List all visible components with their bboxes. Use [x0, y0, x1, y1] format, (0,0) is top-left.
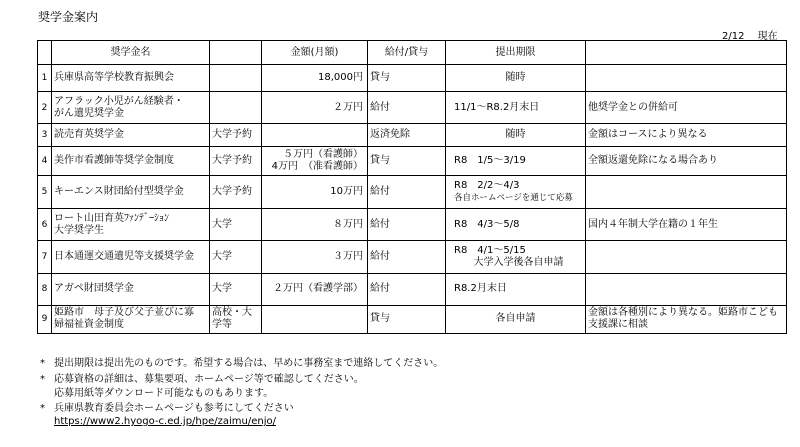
- table-row: [38, 273, 787, 305]
- table-row: [38, 209, 787, 241]
- table-row: [38, 124, 787, 147]
- row-number: 2: [38, 91, 52, 123]
- target-level: 大学: [210, 273, 262, 305]
- note-2: [40, 374, 364, 386]
- monthly-amount-line: ８万円: [333, 218, 363, 230]
- monthly-amount: [262, 175, 368, 208]
- grant-type: 給付: [368, 273, 446, 305]
- note-3: [40, 388, 273, 400]
- row-number: 8: [38, 273, 52, 305]
- target-level: 大学: [210, 241, 262, 273]
- target-level: 大学: [210, 209, 262, 241]
- deadline-line: 11/1～R8.2月末日: [454, 101, 540, 113]
- monthly-amount-line: ３万円: [333, 251, 363, 263]
- table-body: [38, 65, 787, 334]
- monthly-amount: [262, 65, 368, 92]
- deadline: [446, 124, 586, 147]
- monthly-amount-line: ２万円（看護学部）: [273, 283, 363, 295]
- grant-type: 貸与: [368, 65, 446, 92]
- monthly-amount-line: ５万円（看護師）: [283, 148, 363, 160]
- deadline: [446, 175, 586, 208]
- target-level: 大学予約: [210, 175, 262, 208]
- header-target: [210, 41, 262, 65]
- deadline-line: R8 4/1～5/15: [454, 245, 526, 257]
- scholarship-name: [52, 124, 210, 147]
- deadline: [446, 241, 586, 273]
- row-number: 7: [38, 241, 52, 273]
- note-1: [40, 358, 443, 370]
- deadline: [446, 305, 586, 333]
- deadline: [446, 91, 586, 123]
- as-of-date: 2/12 現在: [722, 31, 778, 42]
- monthly-amount: [262, 91, 368, 123]
- scholarship-name-line: アフラック小児がん経験者・: [54, 95, 184, 107]
- deadline-line: R8.2月末日: [454, 283, 507, 295]
- table-row: [38, 91, 787, 123]
- row-number: 9: [38, 305, 52, 333]
- remarks: [586, 175, 787, 208]
- header-note: [586, 41, 787, 65]
- monthly-amount-line: 10万円: [330, 185, 363, 197]
- header-name: 奨学金名: [52, 41, 210, 65]
- monthly-amount: [262, 273, 368, 305]
- remarks: [586, 241, 787, 273]
- grant-type: 給付: [368, 241, 446, 273]
- page-title: 奨学金案内: [38, 10, 99, 24]
- note-bullet: *: [40, 358, 45, 369]
- monthly-amount: [262, 146, 368, 175]
- scholarship-table: [37, 40, 787, 334]
- deadline-line: 随時: [505, 128, 526, 140]
- grant-type: 貸与: [368, 146, 446, 175]
- deadline-line: R8 1/5～3/19: [454, 154, 526, 166]
- remarks: 全額返還免除になる場合あり: [586, 146, 787, 175]
- remarks: 金額は各種別により異なる。姫路市こども支援課に相談: [586, 305, 787, 333]
- scholarship-name: [52, 175, 210, 208]
- scholarship-name-line: がん遺児奨学金: [54, 107, 124, 119]
- scholarship-name-line: 読売育英奨学金: [54, 128, 124, 140]
- grant-type: 貸与: [368, 305, 446, 333]
- deadline-line: R8 4/3～5/8: [454, 218, 520, 230]
- table-row: [38, 65, 787, 92]
- deadline: [446, 209, 586, 241]
- note-bullet: *: [40, 374, 45, 385]
- header-deadline: 提出期限: [446, 41, 586, 65]
- note-text: 兵庫県教育委員会ホームページも参考にしてください: [54, 403, 294, 414]
- table-row: [38, 305, 787, 333]
- scholarship-name: [52, 65, 210, 92]
- row-number: 4: [38, 146, 52, 175]
- scholarship-name-line: 美作市看護師等奨学金制度: [54, 154, 174, 166]
- deadline-line: 随時: [505, 71, 526, 83]
- target-level: [210, 91, 262, 123]
- row-number: 1: [38, 65, 52, 92]
- scholarship-name: [52, 91, 210, 123]
- scholarship-name: [52, 146, 210, 175]
- row-number: 5: [38, 175, 52, 208]
- scholarship-name-line: 日本通運交通遺児等支援奨学金: [54, 251, 194, 263]
- target-level: 大学予約: [210, 124, 262, 147]
- target-level: 大学予約: [210, 146, 262, 175]
- deadline-line: 各自ホームページを通じて応募: [454, 192, 573, 203]
- table-row: [38, 241, 787, 273]
- monthly-amount: [262, 124, 368, 147]
- scholarship-name-line: ロート山田育英ﾌｧﾝﾃﾞｰｼｮﾝ: [54, 212, 169, 224]
- scholarship-name: [52, 273, 210, 305]
- header-no: [38, 41, 52, 65]
- header-type: 給付/貸与: [368, 41, 446, 65]
- scholarship-name-line: 大学奨学生: [54, 224, 104, 236]
- grant-type: 給付: [368, 91, 446, 123]
- remarks: [586, 65, 787, 92]
- deadline: [446, 146, 586, 175]
- remarks: 国内４年制大学在籍の１年生: [586, 209, 787, 241]
- monthly-amount-line: 18,000円: [318, 71, 363, 83]
- scholarship-name-line: キーエンス財団給付型奨学金: [54, 185, 184, 197]
- row-number: 3: [38, 124, 52, 147]
- header-row: [38, 41, 787, 65]
- note-text: 提出期限は提出先のものです。希望する場合は、早めに事務室まで連絡してください。: [54, 358, 444, 369]
- deadline: [446, 65, 586, 92]
- remarks: 金額はコースにより異なる: [586, 124, 787, 147]
- header-amount: 金額(月額): [262, 41, 368, 65]
- monthly-amount-line: ２万円: [333, 101, 363, 113]
- scholarship-name-line: 婦福祉資金制度: [54, 319, 124, 331]
- deadline-line: 各自申請: [495, 313, 536, 325]
- target-level: [210, 65, 262, 92]
- monthly-amount: [262, 305, 368, 333]
- grant-type: 返済免除: [368, 124, 446, 147]
- deadline-line: R8 2/2～4/3: [454, 179, 520, 191]
- table-row: [38, 175, 787, 208]
- note-text: 応募資格の詳細は、募集要項、ホームページ等で確認してください。: [54, 374, 364, 385]
- grant-type: 給付: [368, 175, 446, 208]
- target-level: 高校・大学等: [210, 305, 262, 333]
- note-text: 応募用紙等ダウンロード可能なものもあります。: [54, 388, 274, 399]
- scholarship-name-line: アガペ財団奨学金: [54, 283, 134, 295]
- remarks: 他奨学金との併給可: [586, 91, 787, 123]
- row-number: 6: [38, 209, 52, 241]
- monthly-amount: [262, 209, 368, 241]
- note-link-line: [40, 416, 276, 428]
- education-board-link[interactable]: https://www2.hyogo-c.ed.jp/hpe/zaimu/enjo/: [54, 416, 276, 427]
- scholarship-name: [52, 305, 210, 333]
- grant-type: 給付: [368, 209, 446, 241]
- scholarship-name-line: 姫路市 母子及び父子並びに寡: [54, 307, 194, 319]
- scholarship-name: [52, 209, 210, 241]
- deadline: [446, 273, 586, 305]
- note-4: [40, 403, 294, 415]
- deadline-line: 大学入学後各自申請: [473, 257, 564, 269]
- table-row: [38, 146, 787, 175]
- scholarship-name-line: 兵庫県高等学校教育振興会: [54, 71, 174, 83]
- remarks: [586, 273, 787, 305]
- scholarship-name: [52, 241, 210, 273]
- monthly-amount: [262, 241, 368, 273]
- monthly-amount-line: 4万円 （准看護師）: [271, 160, 363, 172]
- note-bullet: *: [40, 403, 45, 414]
